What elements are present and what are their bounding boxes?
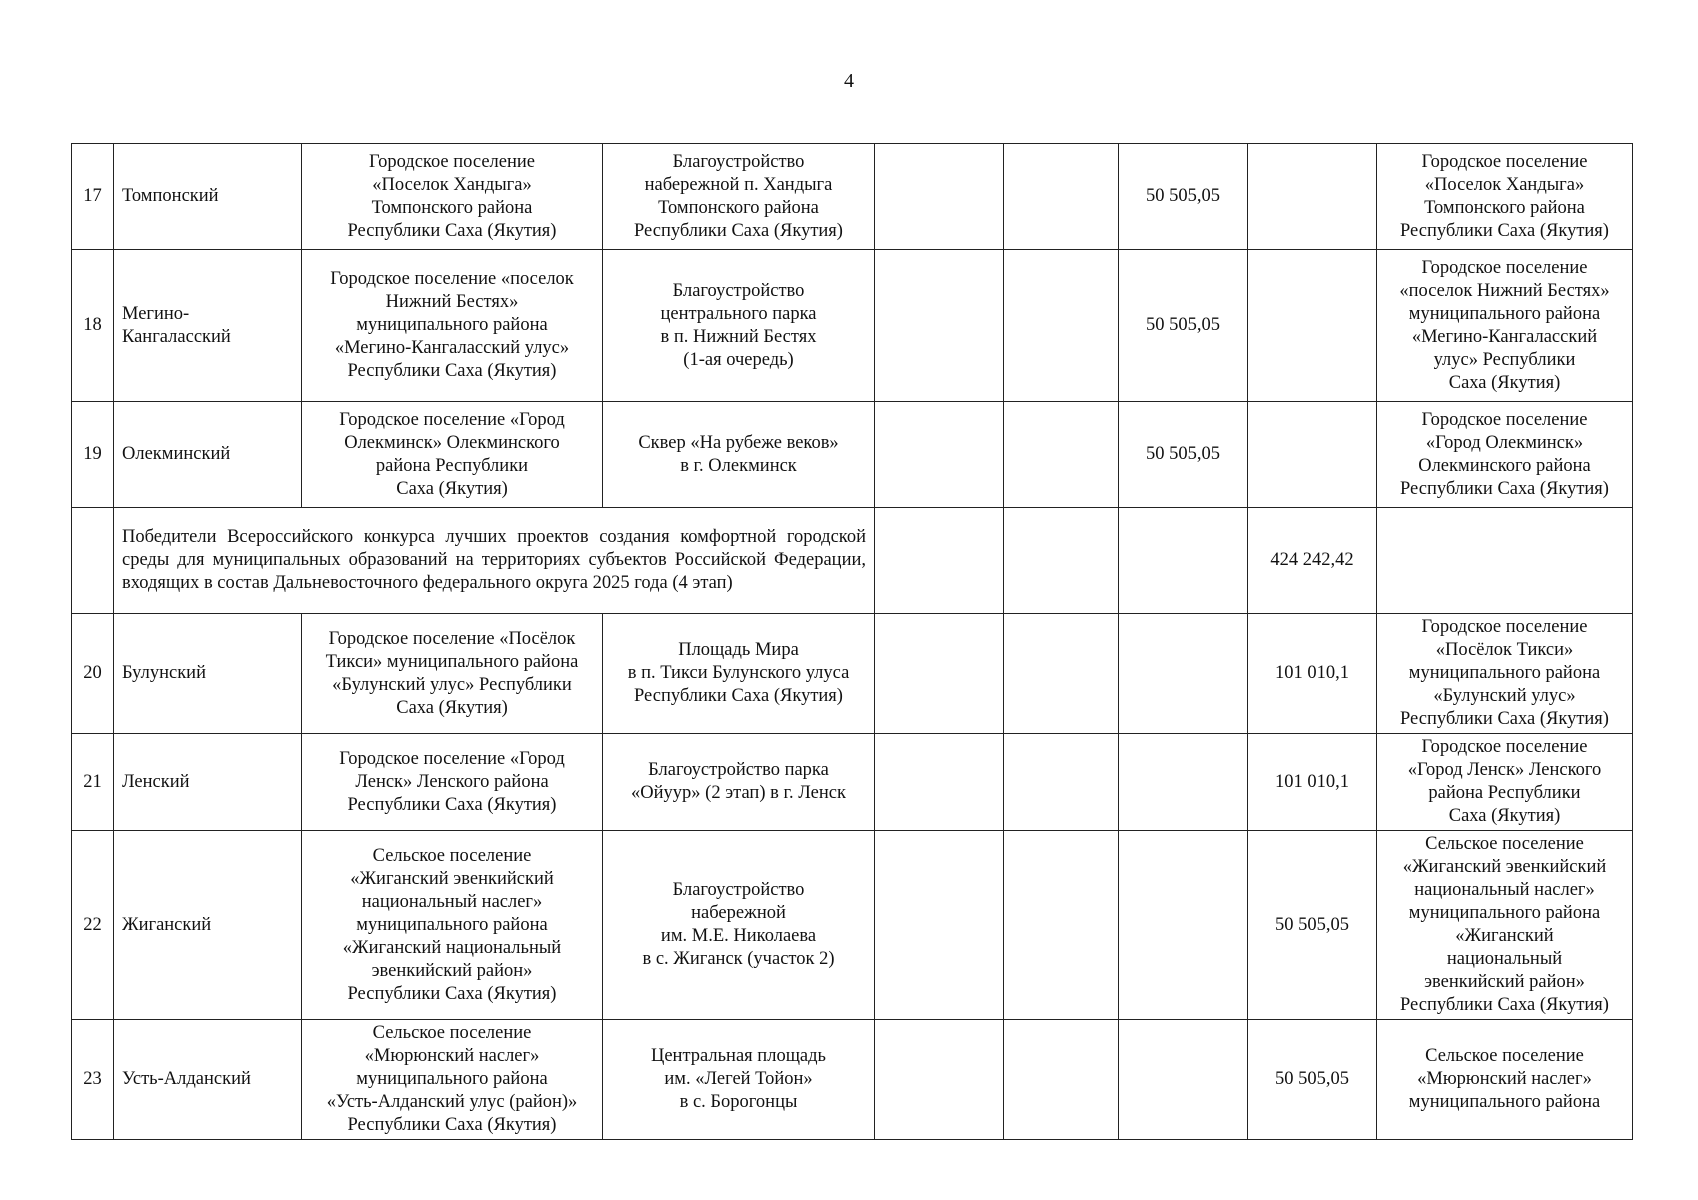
cell-line: в г. Олекминск xyxy=(680,455,797,476)
cell-line: муниципального района xyxy=(356,1069,548,1089)
cell-line: Благоустройство парка xyxy=(648,760,829,780)
cell-line: Городское поселение xyxy=(1421,409,1588,430)
cell-line: «Посёлок Тикси» xyxy=(1435,640,1574,660)
settlement-cell xyxy=(302,144,603,250)
empty-cell xyxy=(875,1020,1004,1140)
recipient-cell xyxy=(1377,250,1633,402)
cell-line: Ленский xyxy=(122,771,190,792)
recipient-cell xyxy=(1377,831,1633,1020)
district-cell xyxy=(114,144,302,250)
cell-line: Саха (Якутия) xyxy=(396,478,508,499)
cell-line: Томпонского района xyxy=(371,197,533,218)
empty-cell xyxy=(72,508,114,614)
empty-cell xyxy=(1119,1020,1248,1140)
amount-cell: 50 505,05 xyxy=(1248,1020,1377,1140)
cell-line: Благоустройство xyxy=(672,280,805,301)
table-row xyxy=(72,614,1633,734)
cell-line: «поселок Нижний Бестях» xyxy=(1399,280,1610,301)
cell-line: в п. Тикси Булунского улуса xyxy=(627,663,850,683)
empty-cell xyxy=(1248,144,1377,250)
cell-line: набережной п. Хандыга xyxy=(644,174,833,195)
cell-line: «Ойуур» (2 этап) в г. Ленск xyxy=(631,783,846,803)
cell-line: района Республики xyxy=(1428,783,1581,803)
cell-line: «Мегино-Кангаласский xyxy=(1411,326,1598,347)
cell-line: Республики Саха (Якутия) xyxy=(1400,220,1609,241)
table-row xyxy=(72,144,1633,250)
cell-line: Благоустройство xyxy=(672,151,805,172)
empty-cell xyxy=(875,402,1004,508)
cell-line: Томпонского района xyxy=(658,197,819,218)
cell-line: муниципального района xyxy=(1408,1092,1601,1112)
district-cell xyxy=(114,1020,302,1140)
cell-line: национальный наслег» xyxy=(1414,880,1595,900)
cell-line: района Республики xyxy=(375,455,529,476)
amount-cell: 101 010,1 xyxy=(1248,614,1377,734)
cell-line: Сельское поселение xyxy=(1425,1046,1584,1066)
empty-cell xyxy=(1004,144,1119,250)
empty-cell xyxy=(875,144,1004,250)
cell-line: Республики Саха (Якутия) xyxy=(347,220,557,241)
cell-line: национальный наслег» xyxy=(361,891,543,912)
cell-line: Жиганский xyxy=(122,914,212,935)
project-cell xyxy=(603,734,875,831)
amount-cell: 50 505,05 xyxy=(1119,402,1248,508)
cell-line: «Жиганский национальный xyxy=(342,937,562,958)
empty-cell xyxy=(1248,250,1377,402)
cell-line: Городское поселение xyxy=(1421,617,1588,637)
empty-cell xyxy=(1004,508,1119,614)
data-table xyxy=(71,143,1633,1140)
empty-cell xyxy=(1119,508,1248,614)
cell-line: Городское поселение xyxy=(1421,737,1588,757)
cell-line: Томпонский xyxy=(122,186,219,206)
project-cell xyxy=(603,1020,875,1140)
row-number: 18 xyxy=(72,250,114,402)
cell-line: «Город Олекминск» xyxy=(1425,432,1584,453)
cell-line: Мегино- xyxy=(122,303,190,324)
table-row xyxy=(72,402,1633,508)
cell-line: Саха (Якутия) xyxy=(1448,806,1561,826)
empty-cell xyxy=(1004,614,1119,734)
empty-cell xyxy=(1119,831,1248,1020)
cell-line: Республики Саха (Якутия) xyxy=(347,794,557,815)
cell-line: Республики Саха (Якутия) xyxy=(347,1115,557,1135)
cell-line: Олекминский xyxy=(122,444,231,464)
project-cell xyxy=(603,614,875,734)
recipient-cell xyxy=(1377,1020,1633,1140)
table-row xyxy=(72,250,1633,402)
cell-line: Республики Саха (Якутия) xyxy=(1400,709,1609,729)
cell-line: (1-ая очередь) xyxy=(683,349,794,370)
cell-line: центрального парка xyxy=(660,303,817,324)
empty-cell xyxy=(875,614,1004,734)
row-number: 20 xyxy=(72,614,114,734)
cell-line: «Жиганский xyxy=(1455,926,1554,946)
cell-line: Городское поселение xyxy=(1421,151,1588,172)
cell-line: «Поселок Хандыга» xyxy=(372,174,532,195)
cell-line: Сельское поселение xyxy=(1425,834,1584,854)
empty-cell xyxy=(1004,402,1119,508)
cell-line: им. М.Е. Николаева xyxy=(660,926,817,946)
cell-line: в с. Борогонцы xyxy=(679,1092,798,1112)
cell-line: Республики Саха (Якутия) xyxy=(347,361,557,381)
cell-line: Булунский xyxy=(122,663,206,683)
page-number: 4 xyxy=(844,70,854,92)
cell-line: Сельское поселение xyxy=(372,1023,532,1043)
cell-line: Республики Саха (Якутия) xyxy=(1400,478,1609,499)
empty-cell xyxy=(1119,734,1248,831)
cell-line: «Жиганский эвенкийский xyxy=(350,868,554,889)
table-row xyxy=(72,831,1633,1020)
cell-line: в п. Нижний Бестях xyxy=(660,326,817,347)
cell-line: Олекминск» Олекминского xyxy=(344,432,560,453)
cell-line: в с. Жиганск (участок 2) xyxy=(642,949,835,969)
cell-line: «Булунский улус» Республики xyxy=(332,674,572,695)
settlement-cell xyxy=(302,614,603,734)
amount-cell: 101 010,1 xyxy=(1248,734,1377,831)
amount-cell: 50 505,05 xyxy=(1119,144,1248,250)
cell-line: Городское поселение xyxy=(369,151,535,172)
cell-line: муниципального района xyxy=(1408,903,1601,923)
recipient-cell xyxy=(1377,614,1633,734)
cell-line: Тикси» муниципального района xyxy=(325,651,579,672)
recipient-cell xyxy=(1377,734,1633,831)
cell-line: Томпонского района xyxy=(1424,197,1585,218)
cell-line: Центральная площадь xyxy=(650,1046,826,1066)
cell-line: муниципального района xyxy=(356,315,548,335)
project-cell xyxy=(603,831,875,1020)
cell-line: «Город Ленск» Ленского xyxy=(1407,760,1602,780)
district-cell xyxy=(114,402,302,508)
row-number: 21 xyxy=(72,734,114,831)
empty-cell xyxy=(1004,250,1119,402)
cell-line: Кангаласский xyxy=(122,326,231,347)
cell-line: Площадь Мира xyxy=(678,640,799,660)
district-cell xyxy=(114,831,302,1020)
settlement-cell xyxy=(302,1020,603,1140)
cell-line: «Мюрюнский наслег» xyxy=(1417,1069,1592,1089)
table-row xyxy=(72,734,1633,831)
district-cell xyxy=(114,250,302,402)
cell-line: Саха (Якутия) xyxy=(1448,372,1561,393)
district-cell xyxy=(114,734,302,831)
cell-line: Республики Саха (Якутия) xyxy=(1400,995,1609,1015)
section-heading: Победители Всероссийского конкурса лучших проектов создания комфортной городской среды для муниципальных образований на территориях субъектов Российской Федерации, входящих в состав Дальневосточного федерального округа 2025 года (4 этап) xyxy=(114,508,875,614)
project-cell xyxy=(603,402,875,508)
district-cell xyxy=(114,614,302,734)
project-cell xyxy=(603,144,875,250)
cell-line: Саха (Якутия) xyxy=(396,697,508,718)
cell-line: Олекминского района xyxy=(1418,455,1591,476)
cell-line: Городское поселение «Город xyxy=(339,748,565,769)
amount-cell: 50 505,05 xyxy=(1119,250,1248,402)
row-number: 22 xyxy=(72,831,114,1020)
cell-line: «Поселок Хандыга» xyxy=(1424,174,1585,195)
cell-line: набережной xyxy=(691,903,786,923)
amount-cell: 424 242,42 xyxy=(1248,508,1377,614)
empty-cell xyxy=(1377,508,1633,614)
cell-line: Республики Саха (Якутия) xyxy=(634,686,843,706)
cell-line: Городское поселение «Город xyxy=(339,409,565,430)
cell-line: «Жиганский эвенкийский xyxy=(1402,857,1607,877)
cell-line: «Усть-Алданский улус (район)» xyxy=(326,1092,578,1112)
settlement-cell xyxy=(302,402,603,508)
cell-line: Республики Саха (Якутия) xyxy=(634,220,843,241)
table-row xyxy=(72,1020,1633,1140)
empty-cell xyxy=(1248,402,1377,508)
cell-line: национальный xyxy=(1446,949,1563,969)
recipient-cell xyxy=(1377,144,1633,250)
empty-cell xyxy=(875,734,1004,831)
cell-line: Городское поселение xyxy=(1421,257,1588,278)
cell-line: «Мюрюнский наслег» xyxy=(364,1046,540,1066)
amount-cell: 50 505,05 xyxy=(1248,831,1377,1020)
empty-cell xyxy=(1119,614,1248,734)
cell-line: Усть-Алданский xyxy=(122,1069,251,1089)
cell-line: Благоустройство xyxy=(672,880,805,900)
cell-line: Республики Саха (Якутия) xyxy=(347,983,557,1004)
settlement-cell xyxy=(302,831,603,1020)
row-number: 17 xyxy=(72,144,114,250)
cell-line: муниципального района xyxy=(1408,663,1601,683)
empty-cell xyxy=(875,508,1004,614)
cell-line: Ленск» Ленского района xyxy=(355,771,549,792)
recipient-cell xyxy=(1377,402,1633,508)
cell-line: муниципального района xyxy=(1408,303,1601,324)
cell-line: «Булунский улус» xyxy=(1433,686,1576,706)
settlement-cell xyxy=(302,734,603,831)
cell-line: «Мегино-Кангаласский улус» xyxy=(334,338,570,358)
empty-cell xyxy=(875,831,1004,1020)
cell-line: Сквер «На рубеже веков» xyxy=(638,432,839,453)
empty-cell xyxy=(1004,1020,1119,1140)
cell-line: эвенкийский район» xyxy=(371,960,533,981)
cell-line: Сельское поселение xyxy=(372,845,532,866)
cell-line: им. «Легей Тойон» xyxy=(664,1069,813,1089)
cell-line: улус» Республики xyxy=(1433,349,1576,370)
cell-line: Нижний Бестях» xyxy=(385,292,519,312)
cell-line: эвенкийский район» xyxy=(1424,972,1585,992)
cell-line: Городское поселение «Посёлок xyxy=(328,628,576,649)
row-number: 23 xyxy=(72,1020,114,1140)
project-cell xyxy=(603,250,875,402)
empty-cell xyxy=(875,250,1004,402)
settlement-cell xyxy=(302,250,603,402)
cell-line: муниципального района xyxy=(356,914,548,935)
cell-line: Городское поселение «поселок xyxy=(330,269,574,289)
empty-cell xyxy=(1004,831,1119,1020)
row-number: 19 xyxy=(72,402,114,508)
section-row xyxy=(72,508,1633,614)
empty-cell xyxy=(1004,734,1119,831)
